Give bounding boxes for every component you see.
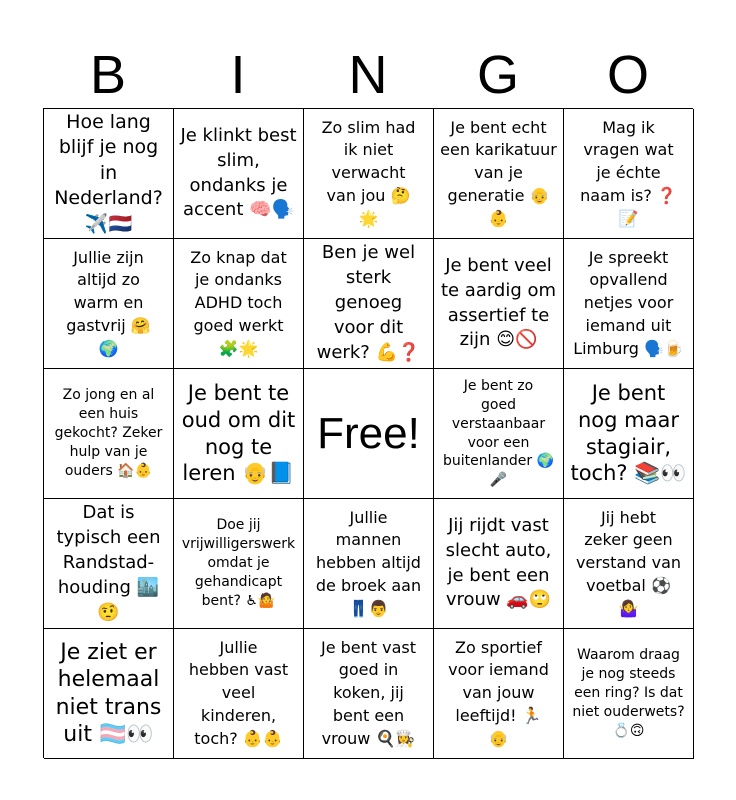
cell-text: Je bent vast goed in koken, jij bent een vrouw 🍳👩‍🍳 — [320, 637, 417, 748]
bingo-cell-r1c5[interactable] — [564, 109, 694, 239]
bingo-cell-r1c4[interactable] — [434, 109, 564, 239]
cell-text: Waarom draag je nog steeds een ring? Is dat niet ouderwets? 💍🙃 — [572, 647, 685, 739]
cell-text: Hoe lang blijf je nog in Nederland? ✈️🇳🇱 — [54, 110, 163, 235]
bingo-cell-r3c5[interactable] — [564, 369, 694, 499]
cell-text: Je spreekt opvallend netjes voor iemand uit Limburg 🗣️🍺 — [573, 247, 684, 358]
bingo-cell-r2c5[interactable] — [564, 239, 694, 369]
bingo-cell-r3c4[interactable] — [434, 369, 564, 499]
bingo-cell-r2c4[interactable] — [434, 239, 564, 369]
free-space-label: Free! — [317, 408, 420, 458]
bingo-cell-r2c3[interactable] — [304, 239, 434, 369]
cell-text: Jij hebt zeker geen verstand van voetbal ⚽ 🤷‍♀️ — [575, 507, 682, 618]
cell-text: Je ziet er helemaal niet trans uit 🏳️‍⚧️👀 — [55, 639, 162, 747]
cell-text: Jullie hebben vast veel kinderen, toch? 👶👶 — [188, 637, 289, 748]
header-letter-g: G — [476, 45, 519, 105]
cell-text: Zo slim had ik niet verwacht van jou 🤔 🌟 — [321, 117, 416, 228]
header-letter-b: B — [89, 45, 127, 105]
cell-text: Jullie mannen hebben altijd de broek aan 👖👨 — [315, 507, 422, 618]
bingo-cell-r4c1[interactable] — [44, 499, 174, 629]
cell-text: Je bent veel te aardig om assertief te zijn 😊🚫 — [440, 254, 557, 351]
bingo-cell-r5c1[interactable] — [44, 629, 174, 759]
bingo-cell-r1c2[interactable] — [174, 109, 304, 239]
cell-text: Doe jij vrijwilligerswerk omdat je gehandicapt bent? ♿🤷 — [181, 517, 296, 609]
cell-text: Je bent te oud om dit nog te leren 👴📘 — [181, 380, 296, 486]
cell-text: Je bent echt een karikatuur van je generatie 👴 👶 — [440, 117, 557, 228]
cell-text: Mag ik vragen wat je échte naam is? ❓ 📝 — [580, 117, 677, 228]
bingo-cell-r3c1[interactable] — [44, 369, 174, 499]
bingo-board — [43, 108, 693, 758]
bingo-cell-r4c5[interactable] — [564, 499, 694, 629]
cell-text: Je bent nog maar stagiair, toch? 📚👀 — [570, 380, 687, 486]
header-letter-i: I — [230, 45, 246, 105]
header-letter-n: N — [348, 45, 388, 105]
bingo-cell-r4c4[interactable] — [434, 499, 564, 629]
bingo-cell-r5c3[interactable] — [304, 629, 434, 759]
bingo-cell-r4c3[interactable] — [304, 499, 434, 629]
cell-text: Je bent zo goed verstaanbaar voor een buitenlander 🌍 🎤 — [442, 377, 555, 489]
bingo-cell-free[interactable] — [304, 369, 434, 499]
bingo-cell-r1c3[interactable] — [304, 109, 434, 239]
bingo-cell-r2c2[interactable] — [174, 239, 304, 369]
bingo-cell-r1c1[interactable] — [44, 109, 174, 239]
bingo-header — [43, 42, 693, 108]
cell-text: Zo sportief voor iemand van jouw leeftijd! 🏃 👴 — [448, 637, 549, 748]
cell-text: Jij rijdt vast slecht auto, je bent een vrouw 🚗🙄 — [445, 514, 552, 611]
bingo-cell-r3c2[interactable] — [174, 369, 304, 499]
cell-text: Ben je wel sterk genoeg voor dit werk? 💪❓ — [316, 242, 421, 363]
cell-text: Jullie zijn altijd zo warm en gastvrij 🤗 🌍 — [66, 247, 151, 358]
bingo-cell-r4c2[interactable] — [174, 499, 304, 629]
bingo-cell-r5c5[interactable] — [564, 629, 694, 759]
cell-text: Zo jong en al een huis gekocht? Zeker hulp van je ouders 🏠👶 — [54, 387, 163, 479]
bingo-cell-r5c4[interactable] — [434, 629, 564, 759]
cell-text: Je klinkt best slim, ondanks je accent 🧠🗣️ — [180, 124, 297, 221]
cell-text: Dat is typisch een Randstad- houding 🏙️ 🤨 — [56, 502, 161, 623]
bingo-cell-r5c2[interactable] — [174, 629, 304, 759]
bingo-cell-r2c1[interactable] — [44, 239, 174, 369]
header-letter-o: O — [606, 45, 649, 105]
cell-text: Zo knap dat je ondanks ADHD toch goed werkt 🧩🌟 — [190, 247, 287, 358]
